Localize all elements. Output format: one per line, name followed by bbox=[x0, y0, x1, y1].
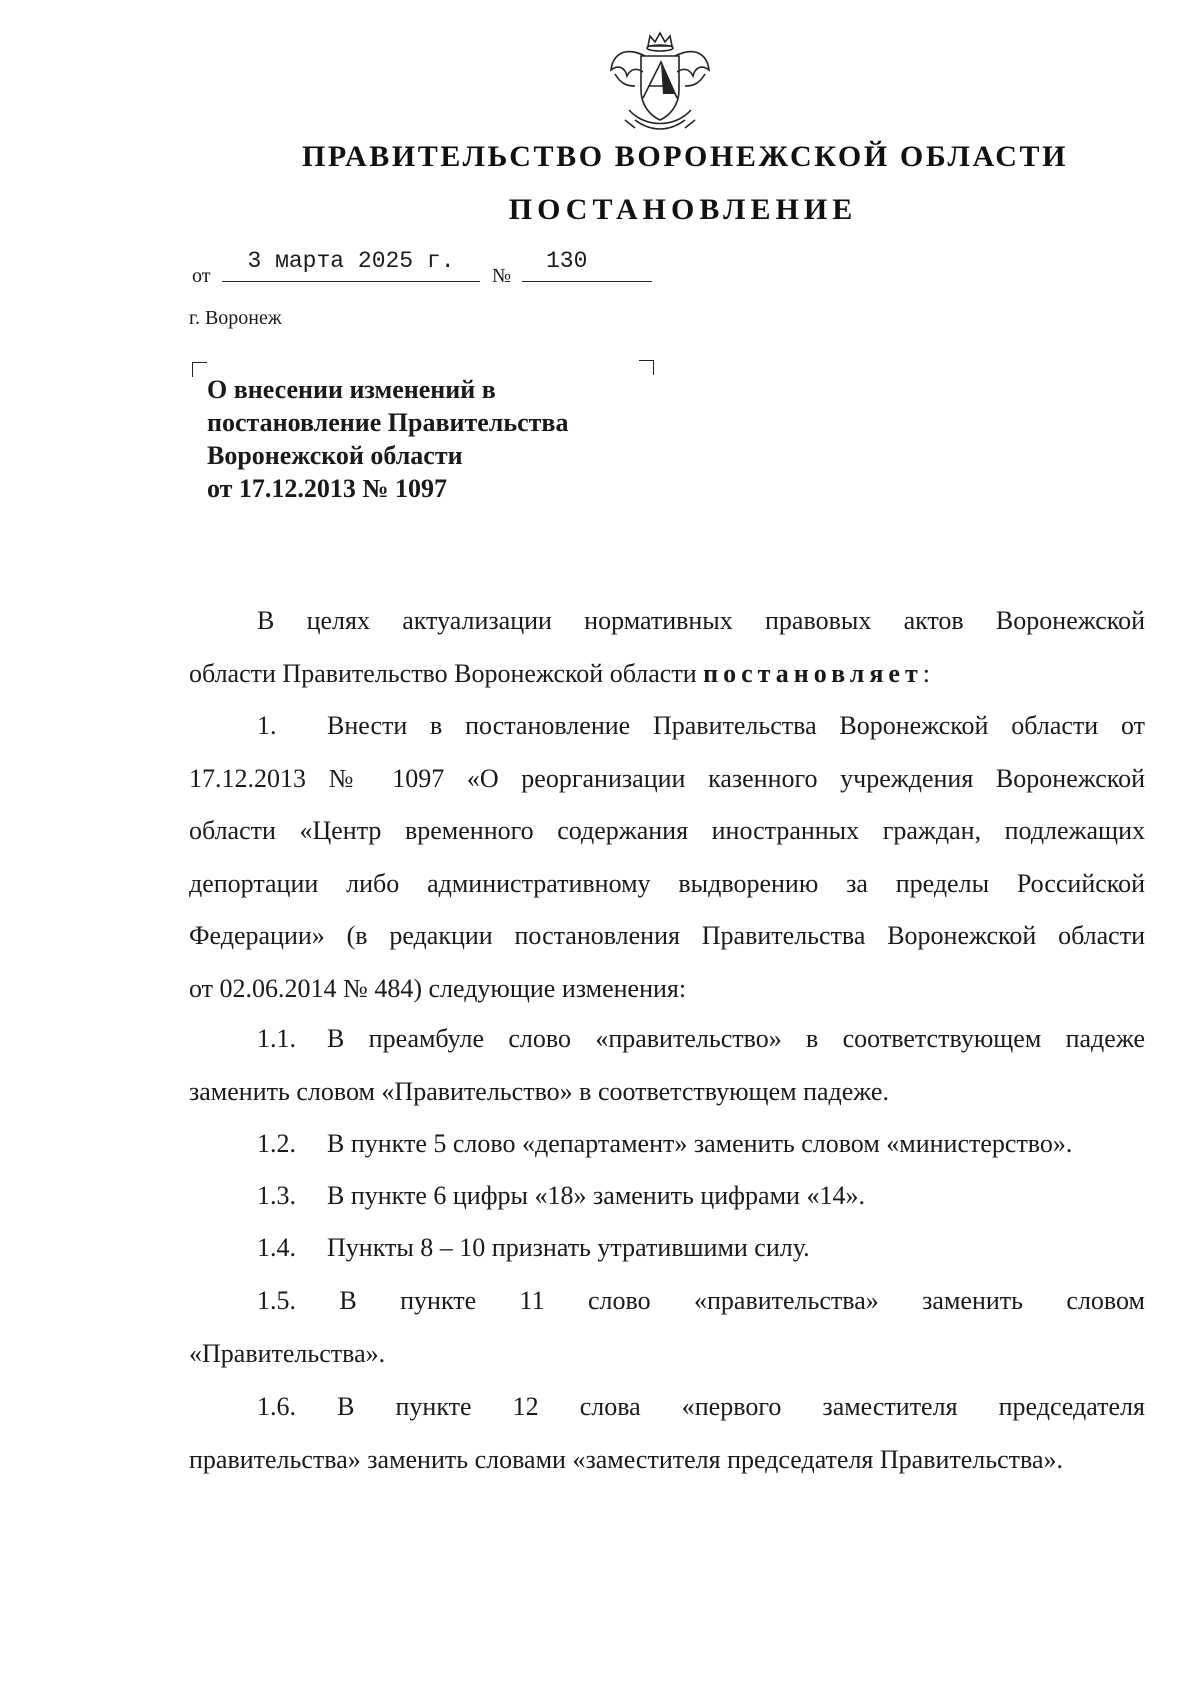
item-1-6-line bbox=[189, 1381, 1145, 1434]
item-1-5-paragraph bbox=[189, 1275, 1145, 1380]
item-number: 1.3. bbox=[257, 1181, 296, 1210]
item-1-line: 17.12.2013 № 1097 «О реорганизации казенного учреждения Воронежской bbox=[189, 763, 1145, 793]
preamble-colon: : bbox=[922, 658, 930, 688]
word: «первого bbox=[681, 1392, 782, 1421]
item-number: 1.5. bbox=[257, 1286, 296, 1315]
item-1-5-line: «Правительства». bbox=[189, 1338, 386, 1368]
document-date: 3 марта 2025 г. bbox=[247, 248, 455, 274]
item-1-text: Внести в постановление Правительства Воронежской области от bbox=[327, 711, 1145, 740]
item-1-6-paragraph bbox=[189, 1381, 1145, 1486]
city-label: г. Воронеж bbox=[189, 307, 282, 329]
number-underline bbox=[522, 281, 652, 282]
word: слово bbox=[587, 1286, 651, 1315]
item-number: 1.2. bbox=[257, 1129, 296, 1158]
item-1-4-text: Пункты 8 – 10 признать утратившими силу. bbox=[327, 1233, 810, 1262]
title-line: постановление Правительства bbox=[207, 408, 569, 437]
document-number: 130 bbox=[546, 248, 588, 274]
preamble-line: В целях актуализации нормативных правовых актов Воронежской bbox=[257, 606, 1145, 635]
document-type-heading: ПОСТАНОВЛЕНИЕ bbox=[508, 193, 858, 226]
word: «правительства» bbox=[694, 1286, 879, 1315]
coat-of-arms-emblem bbox=[605, 28, 715, 136]
title-line: О внесении изменений в bbox=[207, 375, 496, 404]
item-1-4-line bbox=[189, 1233, 810, 1262]
item-1-2-text: В пункте 5 слово «департамент» заменить словом «министерство». bbox=[327, 1129, 1073, 1158]
item-1-1-paragraph bbox=[189, 1013, 1145, 1118]
preamble-line bbox=[189, 659, 930, 688]
word: В bbox=[339, 1286, 357, 1315]
item-1-3-paragraph bbox=[189, 1170, 1145, 1223]
item-1-3-line bbox=[189, 1181, 865, 1210]
preamble-text: области Правительство Воронежской области bbox=[189, 658, 704, 688]
item-1-line: от 02.06.2014 № 484) следующие изменения: bbox=[189, 973, 687, 1003]
item-number: 1. bbox=[257, 711, 277, 740]
word: пункте bbox=[400, 1286, 477, 1315]
title-line: Воронежской области bbox=[207, 441, 463, 470]
item-number: 1.4. bbox=[257, 1233, 296, 1262]
item-1-line: области «Центр временного содержания иностранных граждан, подлежащих bbox=[189, 816, 1145, 845]
item-1-2-line bbox=[189, 1129, 1072, 1158]
item-1-4-paragraph bbox=[189, 1222, 1145, 1275]
item-1-1-line bbox=[189, 1013, 1145, 1066]
preamble-paragraph bbox=[189, 595, 1145, 700]
organization-heading: ПРАВИТЕЛЬСТВО ВОРОНЕЖСКОЙ ОБЛАСТИ bbox=[301, 140, 1069, 173]
item-1-3-text: В пункте 6 цифры «18» заменить цифрами «14». bbox=[327, 1181, 865, 1210]
word: 11 bbox=[519, 1286, 545, 1315]
item-1-1-text: В преамбуле слово «правительство» в соответствующем падеже bbox=[327, 1024, 1145, 1053]
date-underline bbox=[222, 281, 480, 282]
word: В bbox=[337, 1392, 355, 1421]
word: словом bbox=[1066, 1286, 1145, 1315]
item-1-1-line: заменить словом «Правительство» в соответствующем падеже. bbox=[189, 1076, 889, 1106]
word: председателя bbox=[998, 1392, 1145, 1421]
word: 12 bbox=[512, 1392, 539, 1421]
item-number: 1.1. bbox=[257, 1024, 296, 1053]
item-1-6-line: правительства» заменить словами «заместителя председателя Правительства». bbox=[189, 1444, 1064, 1474]
number-label: № bbox=[492, 265, 512, 287]
title-line: от 17.12.2013 № 1097 bbox=[207, 474, 448, 503]
item-number: 1.6. bbox=[257, 1392, 296, 1421]
item-1-line bbox=[189, 700, 1145, 753]
document-title bbox=[207, 373, 687, 505]
item-1-line: Федерации» (в редакции постановления Правительства Воронежской области bbox=[189, 921, 1145, 950]
item-1-2-paragraph bbox=[189, 1118, 1145, 1171]
word: заместителя bbox=[822, 1392, 958, 1421]
word: заменить bbox=[922, 1286, 1024, 1315]
title-bracket-top-left bbox=[192, 362, 207, 377]
word: пункте bbox=[395, 1392, 472, 1421]
item-1-5-line bbox=[189, 1275, 1145, 1328]
item-1-line: депортации либо административному выдворению за пределы Российской bbox=[189, 868, 1145, 898]
date-label: от bbox=[192, 265, 211, 287]
item-1-paragraph bbox=[189, 700, 1145, 1015]
word: слова bbox=[579, 1392, 641, 1421]
resolves-keyword: постановляет bbox=[703, 658, 923, 688]
